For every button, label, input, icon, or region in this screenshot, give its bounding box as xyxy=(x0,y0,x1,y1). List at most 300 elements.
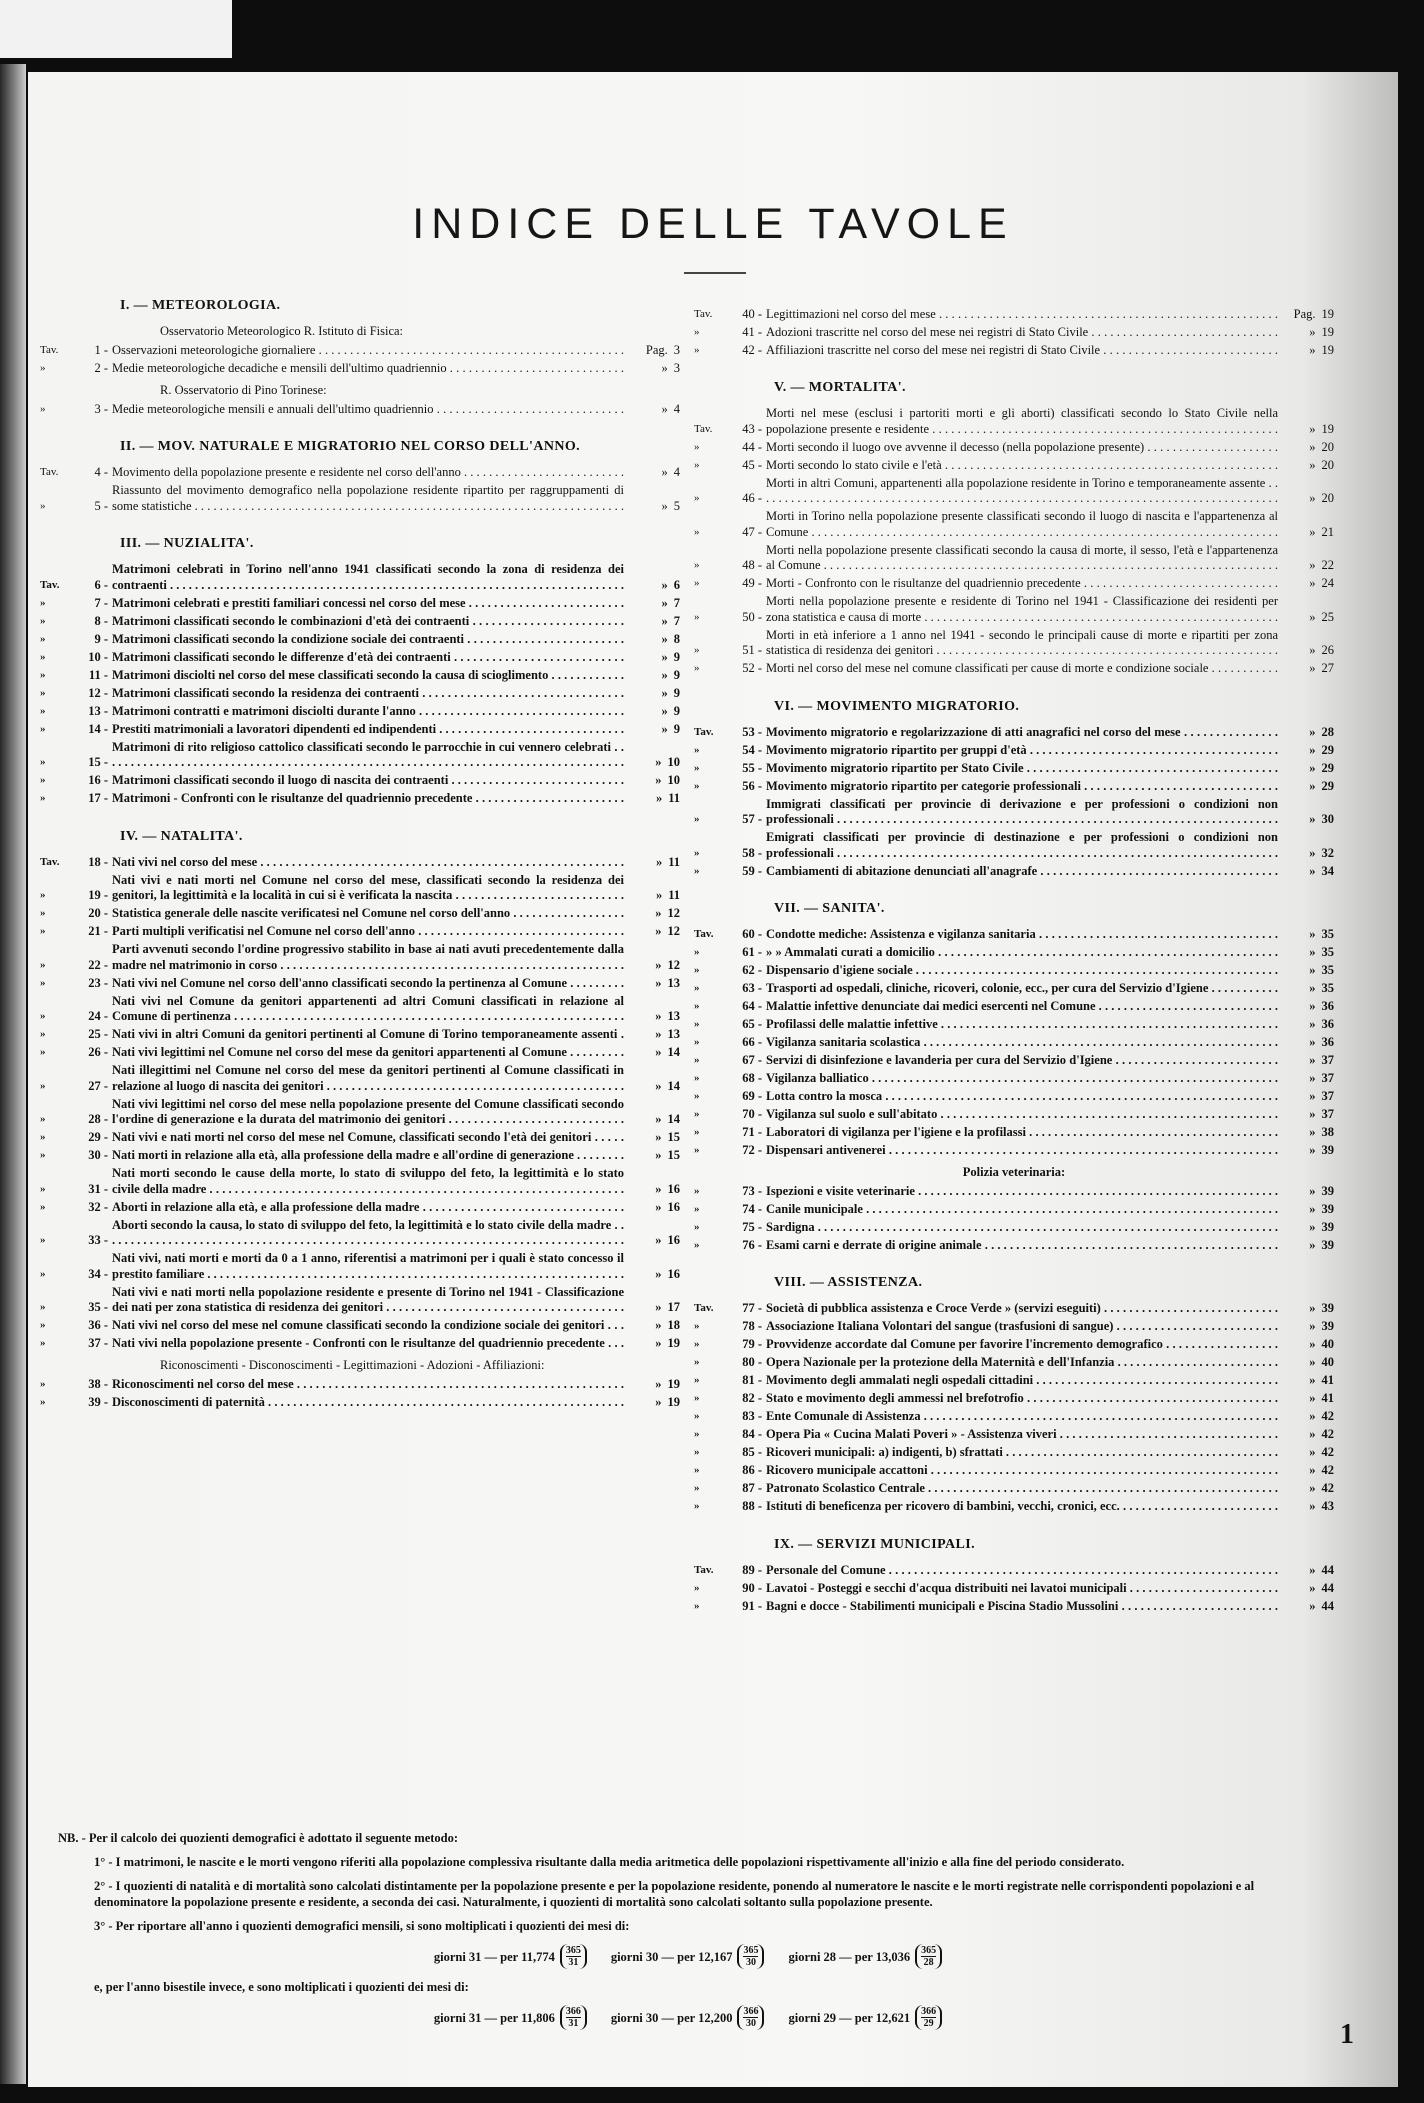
page-prefix: » xyxy=(1309,1143,1316,1157)
page-ref xyxy=(624,361,680,377)
toc-entry xyxy=(694,628,1334,659)
page-ref xyxy=(1278,1599,1334,1615)
table-prefix: » xyxy=(40,614,46,627)
page-prefix: » xyxy=(661,631,668,646)
toc-entry xyxy=(694,830,1334,861)
table-prefix: » xyxy=(40,1182,46,1195)
entry-title: Opera Pia « Cucina Malati Poveri » - Assistenza viveri . . . . . . . . . . . . . . . . . . . . . . . . . . . . . . . . . . . xyxy=(766,1427,1278,1441)
table-prefix: Tav. xyxy=(694,1302,714,1314)
fraction-numerator: 366 xyxy=(743,2006,759,2017)
entry-title: Morti nella popolazione presente classificati secondo la causa di morte, il sesso, l'età e l'appartenenza al Comune . . . . . . . . . . . . . . . . . . . . . . . . . . . . . . . . . . . . . . . . . . . . . . . . . . . . . . . . . . . . . . . . . . . . . . . . . xyxy=(766,542,1278,572)
page-ref xyxy=(1278,1499,1334,1515)
page-prefix: » xyxy=(1309,1562,1316,1577)
table-number: 9 - xyxy=(94,631,108,646)
toc-entry xyxy=(694,343,1334,359)
page-prefix: » xyxy=(661,465,668,479)
entry-title: Statistica generale delle nascite verificatesi nel Comune nel corso dell'anno . . . . . . . . . . . . . . . . . . xyxy=(112,906,624,920)
section-heading: IV. — NATALITA'. xyxy=(120,828,243,844)
page-prefix: » xyxy=(661,667,668,682)
entry-title: Trasporti ad ospedali, cliniche, ricoveri, colonie, ecc., per cura del Servizio d'Igiene . . . . . . . . . . . xyxy=(766,981,1278,995)
table-prefix: » xyxy=(694,644,700,656)
table-prefix: Tav. xyxy=(40,578,60,591)
page-value: 42 xyxy=(1321,1463,1334,1477)
page-value: 7 xyxy=(673,595,680,610)
entry-title: Riassunto del movimento demografico nella popolazione residente ripartito per raggruppamenti di some statistiche . . . . . . . . . . . . . . . . . . . . . . . . . . . . . . . . . . . . . . . . . . . . . . . . . . . . . . . . . . . . . . . . . . . . . xyxy=(112,483,624,513)
page-ref xyxy=(624,465,680,481)
toc-entry xyxy=(40,1148,680,1164)
page-ref xyxy=(624,596,680,612)
page-prefix: » xyxy=(1309,1183,1316,1198)
entry-title: Morti - Confronto con le risultanze del quadriennio precedente . . . . . . . . . . . . . . . . . . . . . . . . . . . . . . . xyxy=(766,576,1278,590)
page-value: 12 xyxy=(667,924,680,938)
page-number: 1 xyxy=(1340,2019,1354,2050)
toc-entry xyxy=(40,361,680,377)
page-prefix: » xyxy=(1309,742,1316,757)
entry-title: Adozioni trascritte nel corso del mese nei registri di Stato Civile . . . . . . . . . . . . . . . . . . . . . . . . . . . . . . xyxy=(766,324,1278,339)
page-prefix: » xyxy=(1309,1427,1316,1441)
page-value: 18 xyxy=(667,1318,680,1332)
page-ref xyxy=(624,650,680,666)
page-ref xyxy=(1278,1391,1334,1407)
page-ref xyxy=(1278,491,1334,507)
note-item-3: 3° - Per riportare all'anno i quozienti demografici mensili, si sono moltiplicati i quozienti dei mesi di: xyxy=(94,1919,630,1933)
page-value: 9 xyxy=(673,685,680,700)
page-ref xyxy=(1278,761,1334,777)
toc-entry xyxy=(40,855,680,871)
fraction-denominator: 29 xyxy=(923,2018,934,2029)
entry-title: Parti multipli verificatisi nel Comune nel corso dell'anno . . . . . . . . . . . . . . . . . . . . . . . . . . . . . . . . . xyxy=(112,924,624,938)
page-value: 29 xyxy=(1321,760,1334,775)
entry-title: Personale del Comune . . . . . . . . . . . . . . . . . . . . . . . . . . . . . . . . . . . . . . . . . . . . . . . . . . . . . . . . . . . . . . xyxy=(766,1562,1278,1577)
table-prefix: » xyxy=(694,1108,700,1120)
page-ref xyxy=(1278,343,1334,359)
toc-entry xyxy=(694,325,1334,341)
toc-entry xyxy=(40,1318,680,1334)
page-value: 40 xyxy=(1321,1355,1334,1369)
page-prefix: » xyxy=(655,1233,662,1247)
page-prefix: » xyxy=(1309,999,1316,1013)
table-number: 22 - xyxy=(88,957,108,972)
page-prefix: » xyxy=(661,685,668,700)
table-prefix: Tav. xyxy=(694,928,714,940)
table-number: 59 - xyxy=(742,863,762,878)
table-prefix: » xyxy=(40,1010,46,1022)
toc-entry xyxy=(694,1125,1334,1141)
page-value: 19 xyxy=(667,1376,680,1391)
page-ref xyxy=(1278,422,1334,438)
entry-title: Nati vivi e nati morti nella popolazione residente e presente di Torino nel 1941 - Classificazione dei nati per zona statistica di residenza dei genitori . . . . . . . . . . . . . . . . . . . . . . . . . . . . . . . . . . . . . . xyxy=(112,1284,624,1314)
page-prefix: » xyxy=(1309,421,1316,436)
page-prefix: » xyxy=(1309,1463,1316,1477)
table-prefix: » xyxy=(40,1377,46,1390)
table-number: 50 - xyxy=(742,609,762,624)
entry-title: Morti secondo il luogo ove avvenne il decesso (nella popolazione presente) . . . . . . . . . . . . . . . . . . . . . xyxy=(766,439,1278,454)
page-ref xyxy=(1278,576,1334,592)
page-ref xyxy=(1278,1409,1334,1425)
entry-title: Aborti in relazione alla età, e alla professione della madre . . . . . . . . . . . . . . . . . . . . . . . . . . . . . . . . xyxy=(112,1199,624,1214)
fraction-denominator: 30 xyxy=(745,1957,756,1968)
page-ref xyxy=(1278,981,1334,997)
table-prefix: » xyxy=(694,1446,700,1458)
page-ref xyxy=(624,1300,680,1316)
toc-entry xyxy=(694,1089,1334,1105)
entry-title: Esami carni e derrate di origine animale . . . . . . . . . . . . . . . . . . . . . . . . . . . . . . . . . . . . . . . . . . . . . . . xyxy=(766,1237,1278,1252)
table-prefix: » xyxy=(40,632,46,645)
toc-entry xyxy=(694,1035,1334,1051)
toc-entry xyxy=(40,906,680,922)
page-ref xyxy=(624,402,680,418)
fraction-denominator: 31 xyxy=(568,2018,579,2029)
entry-title: Ricoveri municipali: a) indigenti, b) sfrattati . . . . . . . . . . . . . . . . . . . . . . . . . . . . . . . . . . . . . . . . . . . . xyxy=(766,1445,1278,1459)
entry-title: Nati morti secondo le cause della morte, lo stato di sviluppo del feto, la legittimità e lo stato civile della madre . . . . . . . . . . . . . . . . . . . . . . . . . . . . . . . . . . . . . . . . . . . . . . . . . . . . . . . . . . . . . . . . . . xyxy=(112,1166,624,1196)
toc-entry xyxy=(694,761,1334,777)
toc-entry xyxy=(694,999,1334,1015)
table-number: 39 - xyxy=(88,1394,108,1409)
page-value: 30 xyxy=(1321,812,1334,826)
page-prefix: » xyxy=(655,1181,662,1196)
toc-entry xyxy=(694,1319,1334,1335)
table-prefix: » xyxy=(694,1202,700,1215)
page-ref xyxy=(1278,1445,1334,1461)
entry-title: Dispensario d'igiene sociale . . . . . . . . . . . . . . . . . . . . . . . . . . . . . . . . . . . . . . . . . . . . . . . . . . . . . . . . . . xyxy=(766,963,1278,977)
table-number: 90 - xyxy=(742,1580,762,1595)
table-number: 49 - xyxy=(742,576,762,590)
toc-entry xyxy=(694,440,1334,456)
page-value: 42 xyxy=(1321,1481,1334,1495)
page-prefix: » xyxy=(1309,643,1316,657)
page-prefix: » xyxy=(655,1078,662,1093)
section-heading: I. — METEOROLOGIA. xyxy=(120,298,281,313)
table-number: 25 - xyxy=(88,1027,108,1041)
page-prefix: » xyxy=(1309,558,1316,572)
entry-title: Canile municipale . . . . . . . . . . . . . . . . . . . . . . . . . . . . . . . . . . . . . . . . . . . . . . . . . . . . . . . . . . . . . . . . . . xyxy=(766,1201,1278,1216)
page-value: 14 xyxy=(667,1078,680,1093)
toc-entry xyxy=(40,1377,680,1393)
table-prefix: » xyxy=(40,774,46,786)
toc-entry xyxy=(40,924,680,940)
table-prefix: » xyxy=(694,1144,700,1156)
page-value: 41 xyxy=(1321,1373,1334,1387)
page-ref xyxy=(1278,643,1334,659)
table-number: 3 - xyxy=(94,401,108,416)
scan-page-edge xyxy=(0,64,26,2084)
entry-title: Immigrati classificati per provincie di derivazione e per professioni o condizioni non professionali . . . . . . . . . . . . . . . . . . . . . . . . . . . . . . . . . . . . . . . . . . . . . . . . . . . . . . . . . . . . . . . . . . . . . . . xyxy=(766,796,1278,826)
table-number: 54 - xyxy=(742,742,762,757)
table-prefix: » xyxy=(694,982,700,994)
page-value: 14 xyxy=(667,1045,680,1059)
table-number: 67 - xyxy=(742,1053,762,1067)
table-number: 62 - xyxy=(742,963,762,977)
page-prefix: » xyxy=(655,1394,662,1409)
page-value: 42 xyxy=(1321,1445,1334,1459)
fraction-numerator: 365 xyxy=(565,1945,581,1956)
toc-entry xyxy=(40,402,680,418)
page-ref xyxy=(1278,610,1334,626)
table-number: 58 - xyxy=(742,845,762,860)
toc-entry xyxy=(694,743,1334,759)
toc-entry xyxy=(40,773,680,789)
table-prefix: » xyxy=(694,1220,700,1233)
entry-title: Morti nel mese (esclusi i partoriti morti e gli aborti) classificati secondo lo Stato Civile nella popolazione presente e residente . . . . . . . . . . . . . . . . . . . . . . . . . . . . . . . . . . . . . . . . . . . . . . . . . . . . . . . xyxy=(766,406,1278,436)
entry-title: Ricovero municipale accattoni . . . . . . . . . . . . . . . . . . . . . . . . . . . . . . . . . . . . . . . . . . . . . . . . . . . . . . . . xyxy=(766,1463,1278,1477)
table-number: 26 - xyxy=(88,1045,108,1059)
page-value: 22 xyxy=(1321,558,1334,572)
toc-entry xyxy=(694,1053,1334,1069)
entry-title: Matrimoni celebrati in Torino nell'anno 1941 classificati secondo la zona di residenza dei contraenti . . . . . . . . . . . . . . . . . . . . . . . . . . . . . . . . . . . . . . . . . . . . . . . . . . . . . . . . . . . . . . . . . . . . . . . . . xyxy=(112,562,624,592)
entry-title: Morti in altri Comuni, appartenenti alla popolazione residente in Torino e temporaneamente assente . . . . . . . . . . . . . . . . . . . . . . . . . . . . . . . . . . . . . . . . . . . . . . . . . . . . . . . . . . . . . . . . . . . . . . . . . . . . . . . . . . . . xyxy=(766,475,1278,505)
entry-title: Matrimoni disciolti nel corso del mese classificati secondo la causa di scioglimento . . . . . . . . . . . . xyxy=(112,667,624,682)
page-ref xyxy=(624,976,680,992)
entry-title: Vigilanza sanitaria scolastica . . . . . . . . . . . . . . . . . . . . . . . . . . . . . . . . . . . . . . . . . . . . . . . . . . . . . . . . . xyxy=(766,1035,1278,1049)
page-prefix: » xyxy=(655,906,662,920)
table-number: 60 - xyxy=(742,927,762,941)
table-prefix: » xyxy=(694,492,700,504)
page-ref xyxy=(1278,1355,1334,1371)
entry-title: Nati illegittimi nel Comune nel corso del mese da genitori pertinenti al Comune classificati in relazione al luogo di nascita dei genitori . . . . . . . . . . . . . . . . . . . . . . . . . . . . . . . . . . . . . . . . . . . . . . . . xyxy=(112,1063,624,1093)
page-value: 4 xyxy=(673,401,680,416)
table-number: 40 - xyxy=(742,306,762,321)
table-prefix: » xyxy=(40,958,46,971)
page-ref xyxy=(1278,1337,1334,1353)
fraction-numerator: 366 xyxy=(565,2006,581,2017)
page-ref xyxy=(1278,1581,1334,1597)
table-prefix: » xyxy=(694,662,700,674)
entry-title: Istituti di beneficenza per ricovero di bambini, vecchi, cronici, ecc. . . . . . . . . . . . . . . . . . . . . . . . . . xyxy=(766,1499,1278,1513)
page-ref xyxy=(624,668,680,684)
table-prefix: » xyxy=(694,1090,700,1102)
table-prefix: » xyxy=(694,964,700,976)
toc-entry xyxy=(40,704,680,720)
toc-entry xyxy=(40,483,680,514)
toc-entry xyxy=(694,1409,1334,1425)
table-prefix: » xyxy=(694,846,700,859)
toc-entry xyxy=(694,945,1334,961)
table-number: 6 - xyxy=(94,577,108,592)
table-number: 79 - xyxy=(742,1337,762,1351)
toc-entry xyxy=(40,596,680,612)
entry-title: Matrimoni classificati secondo il luogo di nascita dei contraenti . . . . . . . . . . . . . . . . . . . . . . . . . . . . xyxy=(112,773,624,787)
entry-title: Morti nella popolazione presente e residente di Torino nel 1941 - Classificazione dei residenti per zona statistica e causa di morte . . . . . . . . . . . . . . . . . . . . . . . . . . . . . . . . . . . . . . . . . . . . . . . . . . . . . . . . . xyxy=(766,594,1278,624)
toc-entry xyxy=(40,791,680,807)
entry-title: Matrimoni classificati secondo la residenza dei contraenti . . . . . . . . . . . . . . . . . . . . . . . . . . . . . . . . xyxy=(112,685,624,700)
table-number: 61 - xyxy=(742,945,762,959)
section-heading: III. — NUZIALITA'. xyxy=(120,536,254,551)
toc-entry xyxy=(694,1337,1334,1353)
table-number: 69 - xyxy=(742,1089,762,1103)
table-prefix: » xyxy=(40,1149,46,1161)
entry-title: Morti in età inferiore a 1 anno nel 1941 - secondo le principali cause di morte e ripartiti per zona statistica di residenza dei genitori . . . . . . . . . . . . . . . . . . . . . . . . . . . . . . . . . . . . . . . . . . . . . . . . . . . . . . . xyxy=(766,627,1278,657)
table-prefix: » xyxy=(694,1428,700,1440)
table-number: 28 - xyxy=(88,1112,108,1126)
formula-row-normal-year xyxy=(58,1944,1318,1969)
page-value: 14 xyxy=(667,1112,680,1126)
entry-title: Movimento migratorio ripartito per gruppi d'età . . . . . . . . . . . . . . . . . . . . . . . . . . . . . . . . . . . . . . . . xyxy=(766,742,1278,757)
page-ref xyxy=(624,906,680,922)
table-prefix: Tav. xyxy=(694,307,713,320)
left-column xyxy=(40,298,680,1413)
table-prefix: » xyxy=(40,925,46,937)
table-number: 77 - xyxy=(742,1301,762,1315)
table-number: 56 - xyxy=(742,778,762,793)
page-prefix: » xyxy=(655,1112,662,1126)
document-page xyxy=(28,72,1398,2087)
page-value: 44 xyxy=(1321,1562,1334,1577)
table-number: 31 - xyxy=(88,1181,108,1196)
page-value: 9 xyxy=(673,649,680,664)
toc-entry xyxy=(694,1563,1334,1579)
table-number: 81 - xyxy=(742,1373,762,1387)
page-value: 19 xyxy=(1321,324,1334,339)
table-number: 30 - xyxy=(88,1148,108,1162)
page-value: 16 xyxy=(667,1199,680,1214)
subsection-heading: Polizia veterinaria: xyxy=(962,1164,1066,1179)
toc-entry xyxy=(694,1463,1334,1479)
table-prefix: » xyxy=(40,1046,46,1058)
page-ref xyxy=(1278,661,1334,677)
table-prefix: Tav. xyxy=(40,344,59,356)
page-ref xyxy=(624,1182,680,1198)
entry-title: Matrimoni classificati secondo la condizione sociale dei contraenti . . . . . . . . . . . . . . . . . . . . . . . . . xyxy=(112,631,624,646)
table-number: 7 - xyxy=(94,595,108,610)
page-prefix: » xyxy=(655,1199,662,1214)
toc-entry xyxy=(694,963,1334,979)
table-number: 89 - xyxy=(742,1562,762,1577)
entry-title: » » Ammalati curati a domicilio . . . . . . . . . . . . . . . . . . . . . . . . . . . . . . . . . . . . . . . . . . . . . . . . . . . . . . xyxy=(766,945,1278,959)
page-prefix: » xyxy=(655,1266,662,1281)
page-ref xyxy=(1278,725,1334,741)
table-prefix: » xyxy=(694,864,700,877)
page-prefix: » xyxy=(1309,524,1316,539)
table-number: 18 - xyxy=(88,854,108,869)
page-ref xyxy=(1278,440,1334,456)
page-value: 7 xyxy=(673,613,680,628)
fraction-denominator: 30 xyxy=(745,2018,756,2029)
toc-entry xyxy=(40,614,680,630)
page-ref xyxy=(1278,1202,1334,1218)
page-ref xyxy=(624,888,680,904)
page-prefix: » xyxy=(1309,1409,1316,1423)
page-value: 36 xyxy=(1321,1017,1334,1031)
page-ref xyxy=(624,686,680,702)
page-value: 19 xyxy=(1321,306,1334,321)
page-prefix: » xyxy=(1309,963,1316,977)
page-value: 39 xyxy=(1321,1301,1334,1315)
table-prefix: » xyxy=(40,756,46,768)
page-value: 9 xyxy=(673,703,680,718)
entry-title: Vigilanza balliatico . . . . . . . . . . . . . . . . . . . . . . . . . . . . . . . . . . . . . . . . . . . . . . . . . . . . . . . . . . . . . . . . . xyxy=(766,1071,1278,1085)
page-value: 37 xyxy=(1321,1053,1334,1067)
table-prefix: » xyxy=(40,704,46,717)
page-value: 15 xyxy=(667,1148,680,1162)
entry-title: Nati vivi, nati morti e morti da 0 a 1 anno, riferentisi a matrimoni per i quali è stato concesso il prestito familiare . . . . . . . . . . . . . . . . . . . . . . . . . . . . . . . . . . . . . . . . . . . . . . . . . . . . . . . . . . . . . . . . . . . xyxy=(112,1251,624,1281)
table-number: 53 - xyxy=(742,724,762,739)
page-prefix: » xyxy=(1309,491,1316,505)
table-prefix: » xyxy=(40,722,46,735)
formula-label: giorni 30 — per 12,167 xyxy=(610,1949,733,1964)
page-prefix: » xyxy=(655,755,662,769)
entry-title: Legittimazioni nel corso del mese . . . . . . . . . . . . . . . . . . . . . . . . . . . . . . . . . . . . . . . . . . . . . . . . . . . . . . xyxy=(766,306,1278,321)
page-ref xyxy=(1278,999,1334,1015)
table-prefix: » xyxy=(40,1319,46,1331)
page-value: 13 xyxy=(667,1027,680,1041)
entry-title: Parti avvenuti secondo l'ordine progressivo stabilito in base ai nati avuti precedentemente dalla madre nel matrimonio in corso . . . . . . . . . . . . . . . . . . . . . . . . . . . . . . . . . . . . . . . . . . . . . . . . . . . . . . . xyxy=(112,942,624,972)
table-prefix: » xyxy=(694,946,700,958)
table-prefix: » xyxy=(694,1464,700,1476)
fraction-numerator: 366 xyxy=(921,2006,937,2017)
table-number: 8 - xyxy=(94,613,108,628)
page-prefix: » xyxy=(661,721,668,736)
page-value: 19 xyxy=(1321,421,1334,436)
table-number: 14 - xyxy=(88,721,108,736)
page-ref xyxy=(624,1027,680,1043)
page-prefix: » xyxy=(661,595,668,610)
page-prefix: » xyxy=(661,361,668,375)
table-number: 19 - xyxy=(88,888,108,902)
table-prefix: » xyxy=(40,499,46,512)
entry-title: Società di pubblica assistenza e Croce Verde » (servizi eseguiti) . . . . . . . . . . . . . . . . . . . . . . . . . . . . xyxy=(766,1301,1278,1315)
page-prefix: » xyxy=(661,498,668,513)
table-prefix: » xyxy=(40,362,46,374)
page-ref xyxy=(1278,1125,1334,1141)
page-ref xyxy=(624,704,680,720)
section-heading: VI. — MOVIMENTO MIGRATORIO. xyxy=(774,698,1020,714)
entry-title: Movimento migratorio ripartito per Stato Civile . . . . . . . . . . . . . . . . . . . . . . . . . . . . . . . . . . . . . . . . xyxy=(766,760,1278,775)
page-value: 13 xyxy=(667,975,680,990)
formula-fraction xyxy=(560,1944,587,1969)
page-prefix: » xyxy=(1309,1053,1316,1067)
formula-label: giorni 31 — per 11,806 xyxy=(433,2010,555,2025)
page-value: 36 xyxy=(1321,1035,1334,1049)
toc-entry xyxy=(40,1063,680,1094)
table-number: 1 - xyxy=(94,343,108,357)
toc-entry xyxy=(694,1391,1334,1407)
page-prefix: » xyxy=(1309,1499,1316,1513)
page-value: 19 xyxy=(1321,342,1334,357)
entry-title: Movimento migratorio ripartito per categorie professionali . . . . . . . . . . . . . . . . . . . . . . . . . . . . . . . xyxy=(766,778,1278,793)
table-prefix: » xyxy=(694,1000,700,1012)
table-prefix: » xyxy=(40,1131,46,1143)
table-prefix: » xyxy=(694,761,700,774)
page-ref xyxy=(624,1079,680,1095)
entry-title: Sardigna . . . . . . . . . . . . . . . . . . . . . . . . . . . . . . . . . . . . . . . . . . . . . . . . . . . . . . . . . . . . . . . . . . . . . . . . . . xyxy=(766,1219,1278,1234)
page-prefix: » xyxy=(661,401,668,416)
entry-title: Emigrati classificati per provincie di destinazione e per professioni o condizioni non professionali . . . . . . . . . . . . . . . . . . . . . . . . . . . . . . . . . . . . . . . . . . . . . . . . . . . . . . . . . . . . . . . . . . . . . . . xyxy=(766,830,1278,860)
toc-entry xyxy=(694,543,1334,574)
page-ref xyxy=(1278,864,1334,880)
toc-entry xyxy=(694,307,1334,323)
page-value: 27 xyxy=(1321,661,1334,675)
page-prefix: » xyxy=(655,957,662,972)
formula-label: giorni 28 — per 13,036 xyxy=(788,1949,911,1964)
table-number: 5 - xyxy=(94,498,108,513)
page-value: 24 xyxy=(1321,576,1334,590)
page-value: 39 xyxy=(1321,1319,1334,1333)
page-value: 16 xyxy=(667,1266,680,1281)
page-prefix: » xyxy=(655,924,662,938)
table-prefix: » xyxy=(40,1337,46,1349)
table-number: 4 - xyxy=(94,465,108,479)
entry-title: Matrimoni - Confronti con le risultanze del quadriennio precedente . . . . . . . . . . . . . . . . . . . . . . . . xyxy=(112,791,624,805)
page-prefix: » xyxy=(661,613,668,628)
table-number: 73 - xyxy=(742,1183,762,1198)
table-prefix: » xyxy=(40,668,46,681)
formula xyxy=(434,2005,587,2030)
page-prefix: » xyxy=(655,1300,662,1314)
toc-entry xyxy=(694,864,1334,880)
toc-entry xyxy=(40,632,680,648)
table-number: 33 - xyxy=(88,1233,108,1247)
table-prefix: » xyxy=(694,577,700,589)
